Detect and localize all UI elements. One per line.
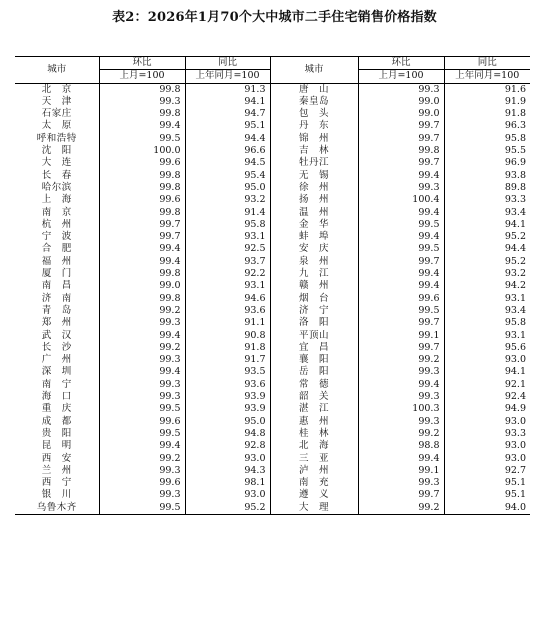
yoy-value: 89.8 bbox=[504, 181, 526, 193]
table-row bbox=[15, 120, 530, 132]
city-cell: 吉 林 bbox=[270, 145, 358, 157]
yoy-value: 93.3 bbox=[504, 194, 526, 206]
city-cell: 郑 州 bbox=[15, 317, 99, 329]
city-cell: 遵 义 bbox=[270, 489, 358, 501]
city-cell: 天 津 bbox=[15, 96, 99, 108]
yoy-value: 92.7 bbox=[504, 464, 526, 476]
yoy-value: 94.1 bbox=[504, 218, 526, 230]
yoy-value: 93.2 bbox=[185, 194, 270, 206]
city-cell: 青 岛 bbox=[15, 305, 99, 317]
mom-value: 99.2 bbox=[358, 354, 444, 366]
mom-value: 99.7 bbox=[99, 219, 185, 231]
city-cell: 深 圳 bbox=[15, 366, 99, 378]
city-cell: 厦 门 bbox=[15, 268, 99, 280]
yoy-value: 98.1 bbox=[185, 477, 270, 489]
mom-value: 99.4 bbox=[358, 268, 444, 280]
mom-value: 98.8 bbox=[358, 440, 444, 452]
yoy-value: 95.2 bbox=[504, 255, 526, 267]
yoy-value: 91.9 bbox=[504, 95, 526, 107]
mom-value: 99.4 bbox=[358, 280, 444, 292]
table-row bbox=[15, 219, 530, 231]
mom-value: 99.6 bbox=[99, 157, 185, 169]
yoy-value: 94.4 bbox=[185, 133, 270, 145]
table-row bbox=[15, 108, 530, 120]
yoy-value: 93.9 bbox=[185, 391, 270, 403]
city-cell: 西 宁 bbox=[15, 477, 99, 489]
table-row bbox=[15, 391, 530, 403]
mom-value: 99.4 bbox=[358, 170, 444, 182]
city-cell: 丹 东 bbox=[270, 120, 358, 132]
yoy-value: 93.4 bbox=[504, 304, 526, 316]
table-row bbox=[15, 280, 530, 292]
mom-value: 99.4 bbox=[358, 379, 444, 391]
mom-value: 99.1 bbox=[358, 465, 444, 477]
city-cell: 烟 台 bbox=[270, 293, 358, 305]
yoy-value: 93.5 bbox=[185, 366, 270, 378]
city-cell: 长 春 bbox=[15, 170, 99, 182]
table-row bbox=[15, 182, 530, 194]
yoy-value: 95.0 bbox=[185, 416, 270, 428]
table-row bbox=[15, 465, 530, 477]
table-row bbox=[15, 96, 530, 108]
city-cell: 南 京 bbox=[15, 207, 99, 219]
table-row bbox=[15, 403, 530, 415]
yoy-value: 94.4 bbox=[504, 243, 526, 255]
city-cell: 徐 州 bbox=[270, 182, 358, 194]
city-cell: 宁 波 bbox=[15, 231, 99, 243]
mom-value: 99.8 bbox=[99, 108, 185, 120]
mom-value: 99.0 bbox=[358, 108, 444, 120]
mom-value: 99.0 bbox=[99, 280, 185, 292]
mom-value: 99.2 bbox=[358, 428, 444, 440]
city-cell: 合 肥 bbox=[15, 243, 99, 255]
yoy-value: 93.3 bbox=[504, 427, 526, 439]
yoy-value: 91.8 bbox=[504, 108, 526, 120]
mom-value: 99.3 bbox=[358, 182, 444, 194]
mom-value: 100.3 bbox=[358, 403, 444, 415]
mom-value: 99.8 bbox=[99, 83, 185, 96]
city-cell: 包 头 bbox=[270, 108, 358, 120]
table-row bbox=[15, 194, 530, 206]
header-city-right: 城市 bbox=[270, 57, 358, 84]
city-cell: 常 德 bbox=[270, 379, 358, 391]
city-cell: 沈 阳 bbox=[15, 145, 99, 157]
city-cell: 蚌 埠 bbox=[270, 231, 358, 243]
table-row bbox=[15, 354, 530, 366]
city-cell: 岳 阳 bbox=[270, 366, 358, 378]
city-cell: 襄 阳 bbox=[270, 354, 358, 366]
city-cell: 南 充 bbox=[270, 477, 358, 489]
city-cell: 九 江 bbox=[270, 268, 358, 280]
yoy-value: 94.9 bbox=[504, 403, 526, 415]
mom-value: 99.4 bbox=[99, 243, 185, 255]
yoy-value: 93.6 bbox=[185, 305, 270, 317]
table-title: 表2：2026年1月70个大中城市二手住宅销售价格指数 bbox=[112, 10, 437, 25]
mom-value: 99.1 bbox=[358, 330, 444, 342]
table-row bbox=[15, 366, 530, 378]
mom-value: 99.5 bbox=[99, 403, 185, 415]
city-cell: 武 汉 bbox=[15, 330, 99, 342]
mom-value: 99.6 bbox=[358, 293, 444, 305]
mom-value: 99.3 bbox=[358, 83, 444, 96]
header-mom-sub-right: 上月=100 bbox=[358, 70, 444, 83]
yoy-value: 91.7 bbox=[185, 354, 270, 366]
mom-value: 99.8 bbox=[99, 293, 185, 305]
header-city-left: 城市 bbox=[15, 57, 99, 84]
city-cell: 福 州 bbox=[15, 256, 99, 268]
header-yoy-sub-right: 上年同月=100 bbox=[444, 70, 530, 83]
city-cell: 扬 州 bbox=[270, 194, 358, 206]
city-cell: 银 川 bbox=[15, 489, 99, 501]
table-row bbox=[15, 489, 530, 501]
city-cell: 泸 州 bbox=[270, 465, 358, 477]
header-mom-right: 环比 bbox=[358, 57, 444, 70]
mom-value: 99.3 bbox=[99, 379, 185, 391]
city-cell: 广 州 bbox=[15, 354, 99, 366]
table-row bbox=[15, 416, 530, 428]
city-cell: 北 海 bbox=[270, 440, 358, 452]
city-cell: 大 连 bbox=[15, 157, 99, 169]
yoy-value: 92.8 bbox=[185, 440, 270, 452]
city-cell: 杭 州 bbox=[15, 219, 99, 231]
yoy-value: 93.9 bbox=[185, 403, 270, 415]
mom-value: 99.4 bbox=[99, 440, 185, 452]
city-cell: 三 亚 bbox=[270, 453, 358, 465]
yoy-value: 94.7 bbox=[185, 108, 270, 120]
yoy-value: 96.3 bbox=[504, 120, 526, 132]
mom-value: 99.5 bbox=[358, 219, 444, 231]
yoy-value: 94.0 bbox=[444, 502, 530, 515]
mom-value: 99.3 bbox=[99, 465, 185, 477]
table-row bbox=[15, 305, 530, 317]
yoy-value: 92.2 bbox=[185, 268, 270, 280]
mom-value: 99.2 bbox=[99, 342, 185, 354]
city-cell: 南 昌 bbox=[15, 280, 99, 292]
yoy-value: 93.0 bbox=[185, 489, 270, 501]
city-cell: 昆 明 bbox=[15, 440, 99, 452]
table-row bbox=[15, 268, 530, 280]
table-row bbox=[15, 440, 530, 452]
mom-value: 99.4 bbox=[99, 120, 185, 132]
mom-value: 99.7 bbox=[358, 342, 444, 354]
mom-value: 99.6 bbox=[99, 416, 185, 428]
city-cell: 石家庄 bbox=[15, 108, 99, 120]
yoy-value: 90.8 bbox=[185, 330, 270, 342]
mom-value: 99.8 bbox=[99, 207, 185, 219]
city-cell: 成 都 bbox=[15, 416, 99, 428]
mom-value: 99.7 bbox=[358, 317, 444, 329]
yoy-value: 93.0 bbox=[185, 453, 270, 465]
header-mom-left: 环比 bbox=[99, 57, 185, 70]
yoy-value: 93.0 bbox=[504, 415, 526, 427]
mom-value: 99.5 bbox=[358, 243, 444, 255]
mom-value: 99.3 bbox=[358, 416, 444, 428]
yoy-value: 96.9 bbox=[504, 157, 526, 169]
price-index-table bbox=[15, 56, 530, 515]
yoy-value: 93.7 bbox=[185, 256, 270, 268]
table-row bbox=[15, 342, 530, 354]
city-cell: 赣 州 bbox=[270, 280, 358, 292]
city-cell: 安 庆 bbox=[270, 243, 358, 255]
city-cell: 贵 阳 bbox=[15, 428, 99, 440]
yoy-value: 91.4 bbox=[185, 207, 270, 219]
mom-value: 99.7 bbox=[358, 256, 444, 268]
yoy-value: 91.6 bbox=[504, 83, 526, 95]
yoy-value: 95.1 bbox=[504, 489, 526, 501]
table-row bbox=[15, 145, 530, 157]
table-row bbox=[15, 133, 530, 145]
yoy-value: 95.2 bbox=[185, 502, 270, 515]
yoy-value: 93.1 bbox=[185, 231, 270, 243]
yoy-value: 95.4 bbox=[185, 170, 270, 182]
city-cell: 兰 州 bbox=[15, 465, 99, 477]
mom-value: 99.4 bbox=[99, 256, 185, 268]
yoy-value: 94.1 bbox=[185, 96, 270, 108]
yoy-value: 93.0 bbox=[504, 440, 526, 452]
mom-value: 99.3 bbox=[99, 317, 185, 329]
city-cell: 平顶山 bbox=[270, 330, 358, 342]
city-cell: 泉 州 bbox=[270, 256, 358, 268]
mom-value: 99.7 bbox=[99, 231, 185, 243]
yoy-value: 94.5 bbox=[185, 157, 270, 169]
mom-value: 99.7 bbox=[358, 157, 444, 169]
header-yoy-right: 同比 bbox=[444, 57, 530, 70]
mom-value: 99.0 bbox=[358, 96, 444, 108]
city-cell: 湛 江 bbox=[270, 403, 358, 415]
yoy-value: 93.1 bbox=[185, 280, 270, 292]
yoy-value: 93.8 bbox=[504, 169, 526, 181]
mom-value: 99.6 bbox=[99, 194, 185, 206]
yoy-value: 91.3 bbox=[185, 83, 270, 96]
mom-value: 99.7 bbox=[358, 133, 444, 145]
mom-value: 99.4 bbox=[358, 207, 444, 219]
table-row bbox=[15, 157, 530, 169]
yoy-value: 95.8 bbox=[185, 219, 270, 231]
city-cell: 南 宁 bbox=[15, 379, 99, 391]
mom-value: 99.3 bbox=[99, 391, 185, 403]
table-row bbox=[15, 170, 530, 182]
table-row bbox=[15, 243, 530, 255]
yoy-value: 92.5 bbox=[185, 243, 270, 255]
yoy-value: 96.6 bbox=[185, 145, 270, 157]
mom-value: 99.8 bbox=[99, 182, 185, 194]
city-cell: 惠 州 bbox=[270, 416, 358, 428]
table-row bbox=[15, 256, 530, 268]
city-cell: 金 华 bbox=[270, 219, 358, 231]
mom-value: 99.3 bbox=[358, 391, 444, 403]
yoy-value: 95.6 bbox=[504, 341, 526, 353]
city-cell: 西 安 bbox=[15, 453, 99, 465]
mom-value: 99.8 bbox=[99, 268, 185, 280]
mom-value: 100.4 bbox=[358, 194, 444, 206]
city-cell: 韶 关 bbox=[270, 391, 358, 403]
city-cell: 哈尔滨 bbox=[15, 182, 99, 194]
yoy-value: 94.2 bbox=[504, 280, 526, 292]
yoy-value: 95.0 bbox=[185, 182, 270, 194]
yoy-value: 94.6 bbox=[185, 293, 270, 305]
yoy-value: 95.1 bbox=[504, 477, 526, 489]
mom-value: 99.7 bbox=[358, 489, 444, 501]
mom-value: 99.3 bbox=[99, 354, 185, 366]
header-mom-sub-left: 上月=100 bbox=[99, 70, 185, 83]
mom-value: 99.7 bbox=[358, 120, 444, 132]
mom-value: 99.5 bbox=[99, 502, 185, 515]
table-row bbox=[15, 477, 530, 489]
city-cell: 唐 山 bbox=[270, 83, 358, 96]
yoy-value: 95.1 bbox=[185, 120, 270, 132]
mom-value: 99.5 bbox=[358, 305, 444, 317]
city-cell: 锦 州 bbox=[270, 133, 358, 145]
table-row bbox=[15, 428, 530, 440]
city-cell: 宜 昌 bbox=[270, 342, 358, 354]
city-cell: 北 京 bbox=[15, 83, 99, 96]
yoy-value: 91.1 bbox=[185, 317, 270, 329]
mom-value: 99.4 bbox=[99, 366, 185, 378]
city-cell: 重 庆 bbox=[15, 403, 99, 415]
yoy-value: 95.8 bbox=[504, 132, 526, 144]
table-row bbox=[15, 379, 530, 391]
mom-value: 99.2 bbox=[99, 305, 185, 317]
city-cell: 无 锡 bbox=[270, 170, 358, 182]
table-row bbox=[15, 83, 530, 96]
yoy-value: 94.1 bbox=[504, 366, 526, 378]
mom-value: 99.4 bbox=[358, 231, 444, 243]
city-cell: 温 州 bbox=[270, 207, 358, 219]
table-row bbox=[15, 317, 530, 329]
yoy-value: 93.1 bbox=[504, 292, 526, 304]
mom-value: 99.5 bbox=[99, 428, 185, 440]
mom-value: 99.3 bbox=[99, 489, 185, 501]
table-row bbox=[15, 231, 530, 243]
yoy-value: 93.4 bbox=[504, 206, 526, 218]
city-cell: 乌鲁木齐 bbox=[15, 502, 99, 515]
yoy-value: 93.1 bbox=[504, 329, 526, 341]
city-cell: 济 南 bbox=[15, 293, 99, 305]
city-cell: 牡丹江 bbox=[270, 157, 358, 169]
yoy-value: 92.1 bbox=[504, 378, 526, 390]
mom-value: 99.8 bbox=[358, 145, 444, 157]
city-cell: 长 沙 bbox=[15, 342, 99, 354]
mom-value: 99.4 bbox=[99, 330, 185, 342]
mom-value: 99.8 bbox=[99, 170, 185, 182]
city-cell: 秦皇岛 bbox=[270, 96, 358, 108]
yoy-value: 95.8 bbox=[504, 317, 526, 329]
table-row bbox=[15, 453, 530, 465]
yoy-value: 93.0 bbox=[504, 354, 526, 366]
mom-value: 99.5 bbox=[99, 133, 185, 145]
city-cell: 大 理 bbox=[270, 502, 358, 515]
mom-value: 99.3 bbox=[358, 477, 444, 489]
yoy-value: 95.5 bbox=[504, 145, 526, 157]
city-cell: 洛 阳 bbox=[270, 317, 358, 329]
yoy-value: 94.3 bbox=[185, 465, 270, 477]
mom-value: 99.4 bbox=[358, 453, 444, 465]
yoy-value: 92.4 bbox=[504, 391, 526, 403]
city-cell: 呼和浩特 bbox=[15, 133, 99, 145]
city-cell: 太 原 bbox=[15, 120, 99, 132]
yoy-value: 93.2 bbox=[504, 268, 526, 280]
city-cell: 海 口 bbox=[15, 391, 99, 403]
table-row bbox=[15, 330, 530, 342]
yoy-value: 95.2 bbox=[504, 231, 526, 243]
table-row bbox=[15, 207, 530, 219]
mom-value: 99.2 bbox=[99, 453, 185, 465]
yoy-value: 91.8 bbox=[185, 342, 270, 354]
mom-value: 99.2 bbox=[358, 502, 444, 515]
yoy-value: 93.6 bbox=[185, 379, 270, 391]
yoy-value: 93.0 bbox=[504, 452, 526, 464]
yoy-value: 94.8 bbox=[185, 428, 270, 440]
city-cell: 上 海 bbox=[15, 194, 99, 206]
header-yoy-left: 同比 bbox=[185, 57, 270, 70]
city-cell: 桂 林 bbox=[270, 428, 358, 440]
header-yoy-sub-left: 上年同月=100 bbox=[185, 70, 270, 83]
table-row bbox=[15, 293, 530, 305]
mom-value: 99.6 bbox=[99, 477, 185, 489]
table-row bbox=[15, 502, 530, 515]
city-cell: 济 宁 bbox=[270, 305, 358, 317]
mom-value: 99.3 bbox=[358, 366, 444, 378]
mom-value: 99.3 bbox=[99, 96, 185, 108]
mom-value: 100.0 bbox=[99, 145, 185, 157]
